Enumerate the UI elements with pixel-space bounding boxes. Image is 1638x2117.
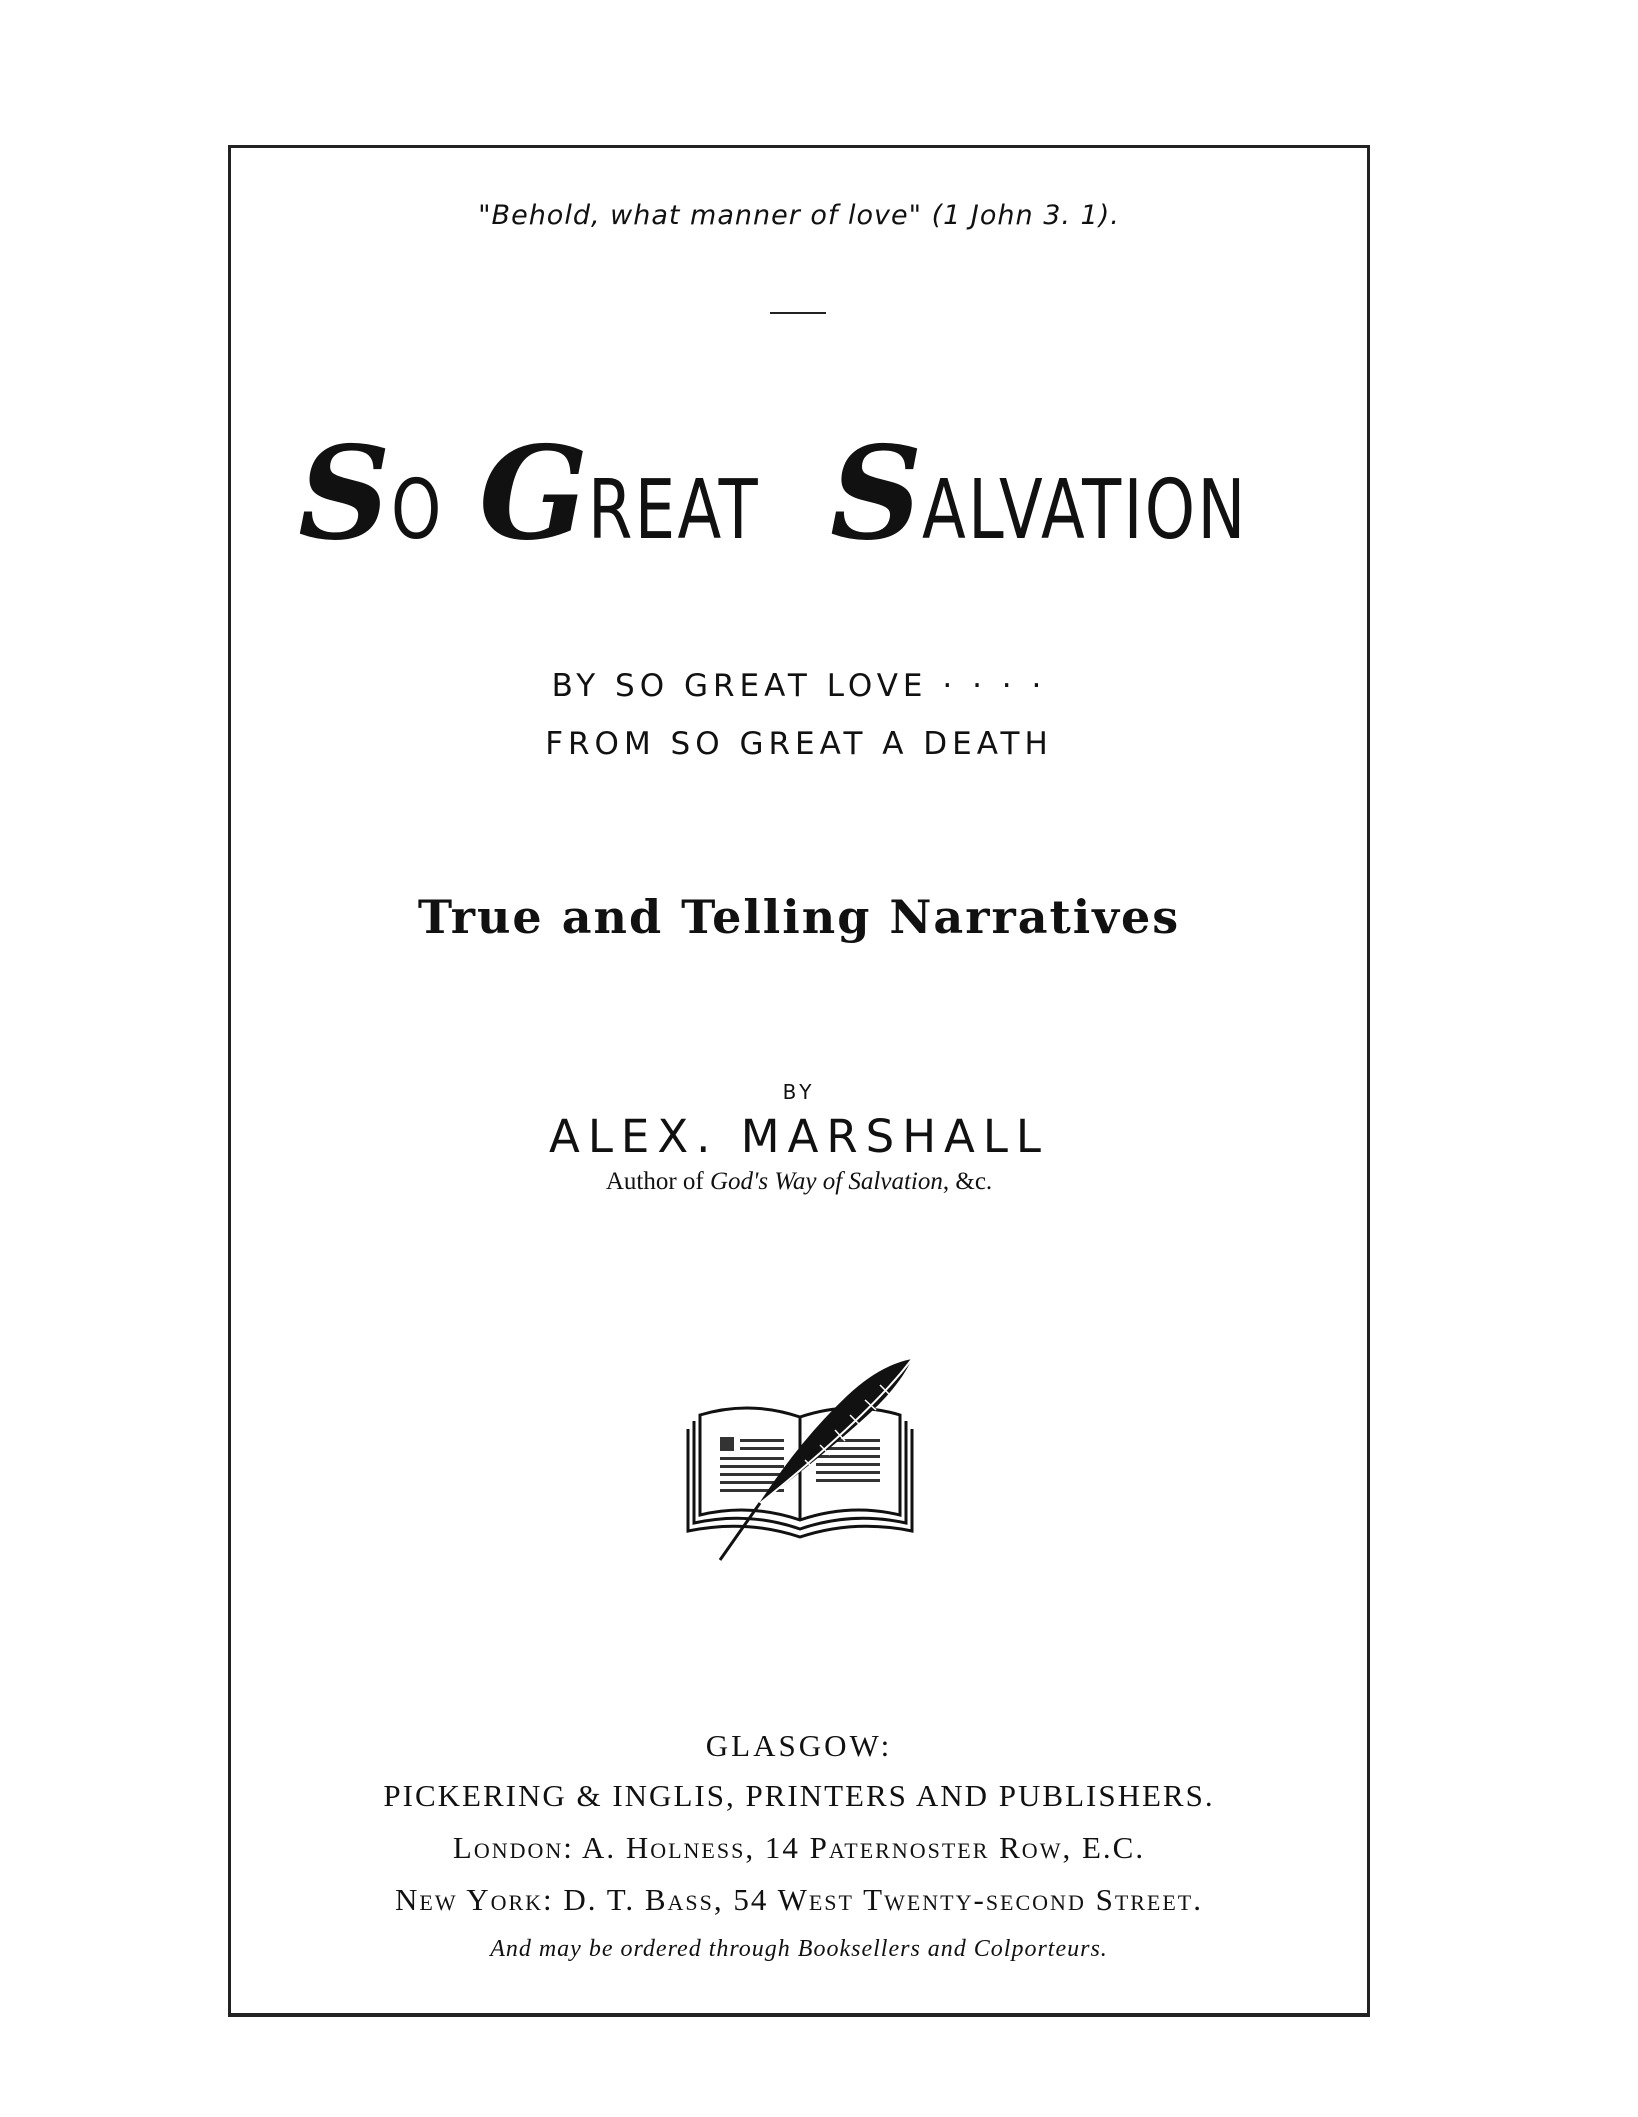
author-name: ALEX. MARSHALL: [549, 1110, 1049, 1163]
book-title: [228, 419, 1370, 569]
subtitle-line-1: BY SO GREAT LOVE · · · ·: [551, 668, 1047, 704]
by-label: BY: [782, 1080, 816, 1104]
ordering-note: And may be ordered through Booksellers and Colporteurs.: [490, 1936, 1108, 1962]
publisher-newyork: New York: D. T. Bass, 54 West Twenty-second Street.: [395, 1882, 1203, 1917]
title-word-salvation: SALVATION: [829, 419, 1249, 569]
publisher-printers: PICKERING & INGLIS, PRINTERS AND PUBLISHERS.: [383, 1778, 1215, 1813]
divider-dash: [770, 312, 826, 314]
epigraph: "Behold, what manner of love" (1 John 3. 1).: [478, 200, 1120, 231]
publisher-london: London: A. Holness, 14 Paternoster Row, E.C.: [452, 1830, 1146, 1865]
author-previous-work: God's Way of Salvation: [709, 1168, 943, 1195]
top-rule: [228, 145, 1370, 148]
bottom-rule: [228, 2013, 1370, 2017]
author-note: Author of God's Way of Salvation, &c.: [605, 1168, 993, 1195]
publisher-city: GLASGOW:: [705, 1728, 893, 1763]
title-word-great: GREAT: [479, 419, 761, 569]
narratives-heading: True and Telling Narratives: [417, 890, 1181, 944]
book-and-quill-icon: [680, 1355, 920, 1565]
subtitle-line-2: FROM SO GREAT A DEATH: [545, 726, 1053, 762]
title-word-so: SO: [298, 419, 444, 569]
